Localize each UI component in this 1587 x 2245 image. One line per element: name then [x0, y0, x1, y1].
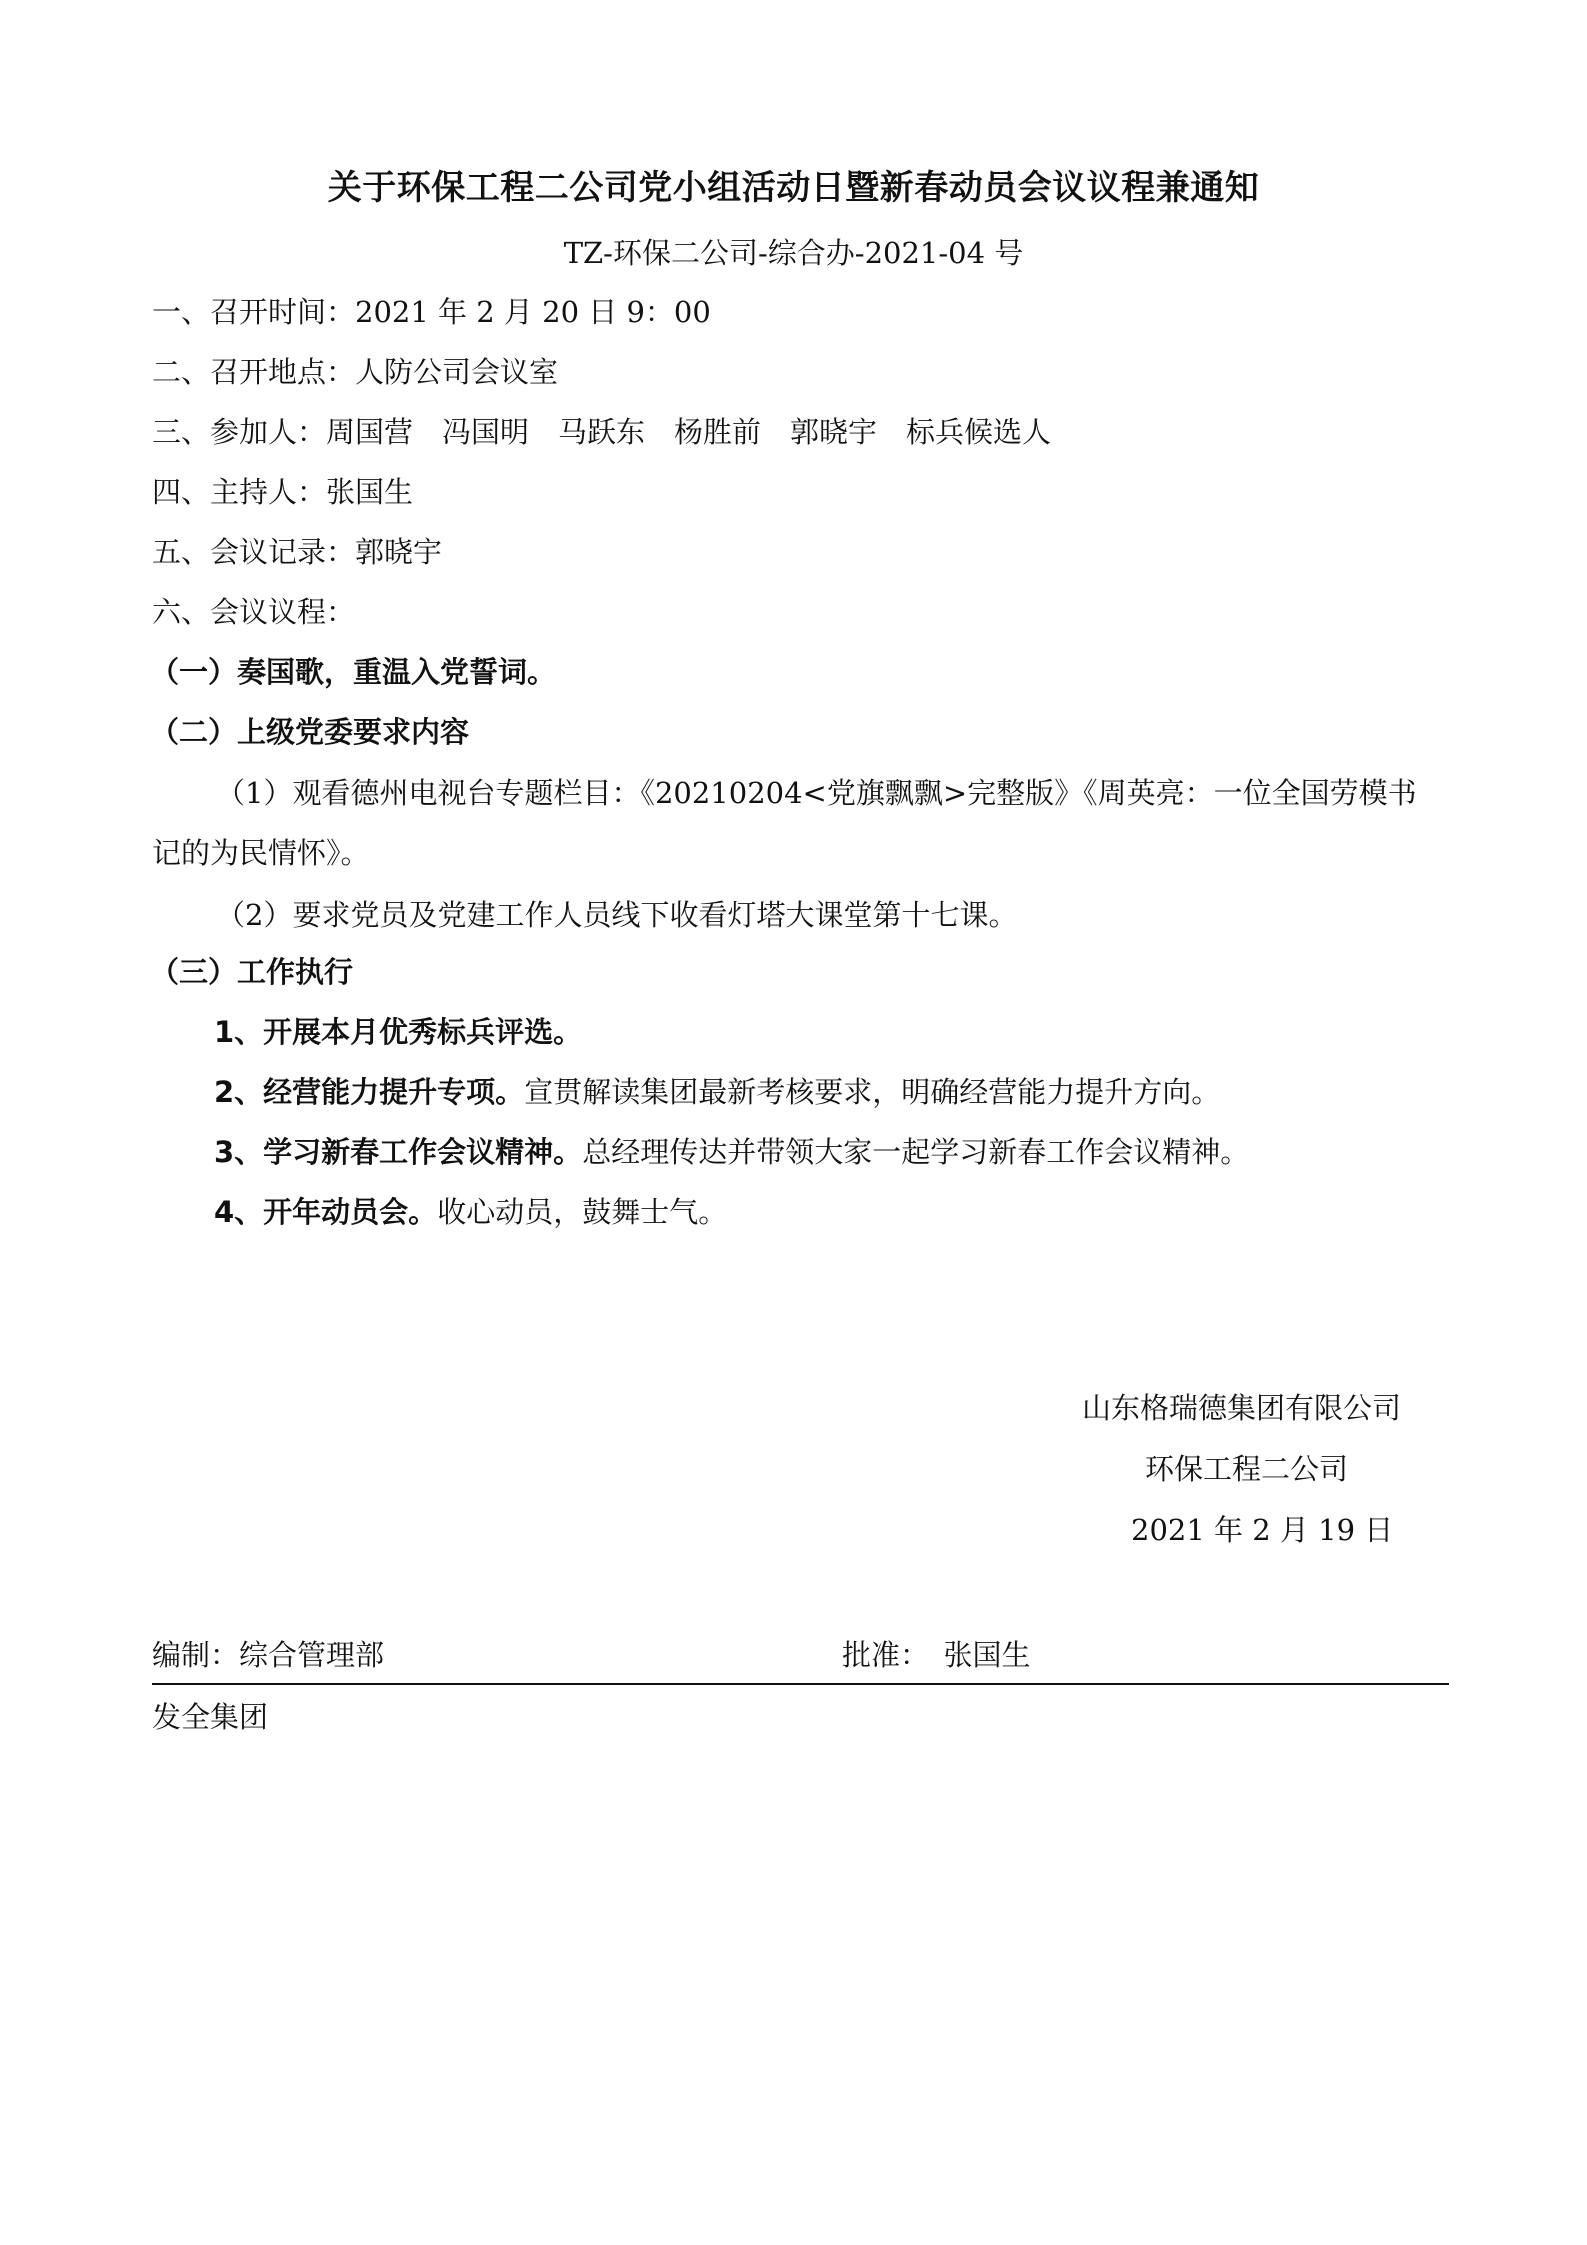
meeting-time-value: 2021 年 2 月 20 日 9：00: [355, 295, 711, 329]
meeting-time-label: 一、召开时间：: [152, 295, 356, 329]
signature-department: 环保工程二公司: [1145, 1452, 1349, 1486]
approved-by: 批准： 张国生: [842, 1638, 1031, 1672]
recorder-label: 五、会议记录：: [152, 535, 356, 569]
task-item-3-title: 3、学习新春工作会议精神。: [214, 1135, 583, 1169]
task-item-4-text: 收心动员，鼓舞士气。: [437, 1195, 728, 1229]
task-item-2-title: 2、经营能力提升专项。: [214, 1075, 525, 1109]
agenda-section-2-paragraph-2: （2）要求党员及党建工作人员线下收看灯塔大课堂第十七课。: [216, 898, 1018, 932]
task-item-4: [214, 1192, 727, 1232]
task-item-1: [214, 1012, 582, 1052]
agenda-heading: 六、会议议程：: [152, 595, 356, 629]
document-number: TZ-环保二公司-综合办-2021-04 号: [563, 236, 1024, 270]
attendees-label: 三、参加人：: [152, 415, 327, 449]
signature-company: 山东格瑞德集团有限公司: [1082, 1391, 1402, 1425]
task-item-3-text: 总经理传达并带领大家一起学习新春工作会议精神。: [582, 1135, 1250, 1169]
task-item-4-title: 4、开年动员会。: [214, 1195, 438, 1229]
prepared-by: 编制：综合管理部: [152, 1638, 385, 1672]
document-title: 关于环保工程二公司党小组活动日暨新春动员会议议程兼通知: [327, 168, 1260, 208]
task-item-2: [214, 1072, 1220, 1112]
agenda-section-3: （三）工作执行: [150, 955, 354, 989]
signature-date: 2021 年 2 月 19 日: [1131, 1513, 1394, 1547]
host-label: 四、主持人：: [152, 475, 327, 509]
task-item-1-title: 1、开展本月优秀标兵评选。: [214, 1015, 583, 1049]
host-line: [152, 472, 413, 512]
recorder-line: [152, 532, 442, 572]
meeting-time-line: [152, 292, 711, 332]
footer-divider: [152, 1683, 1449, 1685]
meeting-place-line: [152, 352, 558, 392]
agenda-section-2: （二）上级党委要求内容: [150, 715, 470, 749]
agenda-section-2-paragraph-1: （1）观看德州电视台专题栏目：《20210204<党旗飘飘>完整版》《周英亮：一位全国劳模书记的为民情怀》。: [152, 776, 1417, 870]
agenda-section-1: （一）奏国歌，重温入党誓词。: [150, 655, 557, 689]
host-value: 张国生: [326, 475, 414, 509]
attendees-value: 周国营 冯国明 马跃东 杨胜前 郭晓宇 标兵候选人: [326, 415, 1052, 449]
meeting-place-value: 人防公司会议室: [355, 355, 559, 389]
task-item-3: [214, 1132, 1249, 1172]
distribution-note: 发全集团: [152, 1700, 269, 1734]
recorder-value: 郭晓宇: [355, 535, 443, 569]
task-item-2-text: 宣贯解读集团最新考核要求，明确经营能力提升方向。: [524, 1075, 1221, 1109]
meeting-place-label: 二、召开地点：: [152, 355, 356, 389]
attendees-line: [152, 412, 1051, 452]
